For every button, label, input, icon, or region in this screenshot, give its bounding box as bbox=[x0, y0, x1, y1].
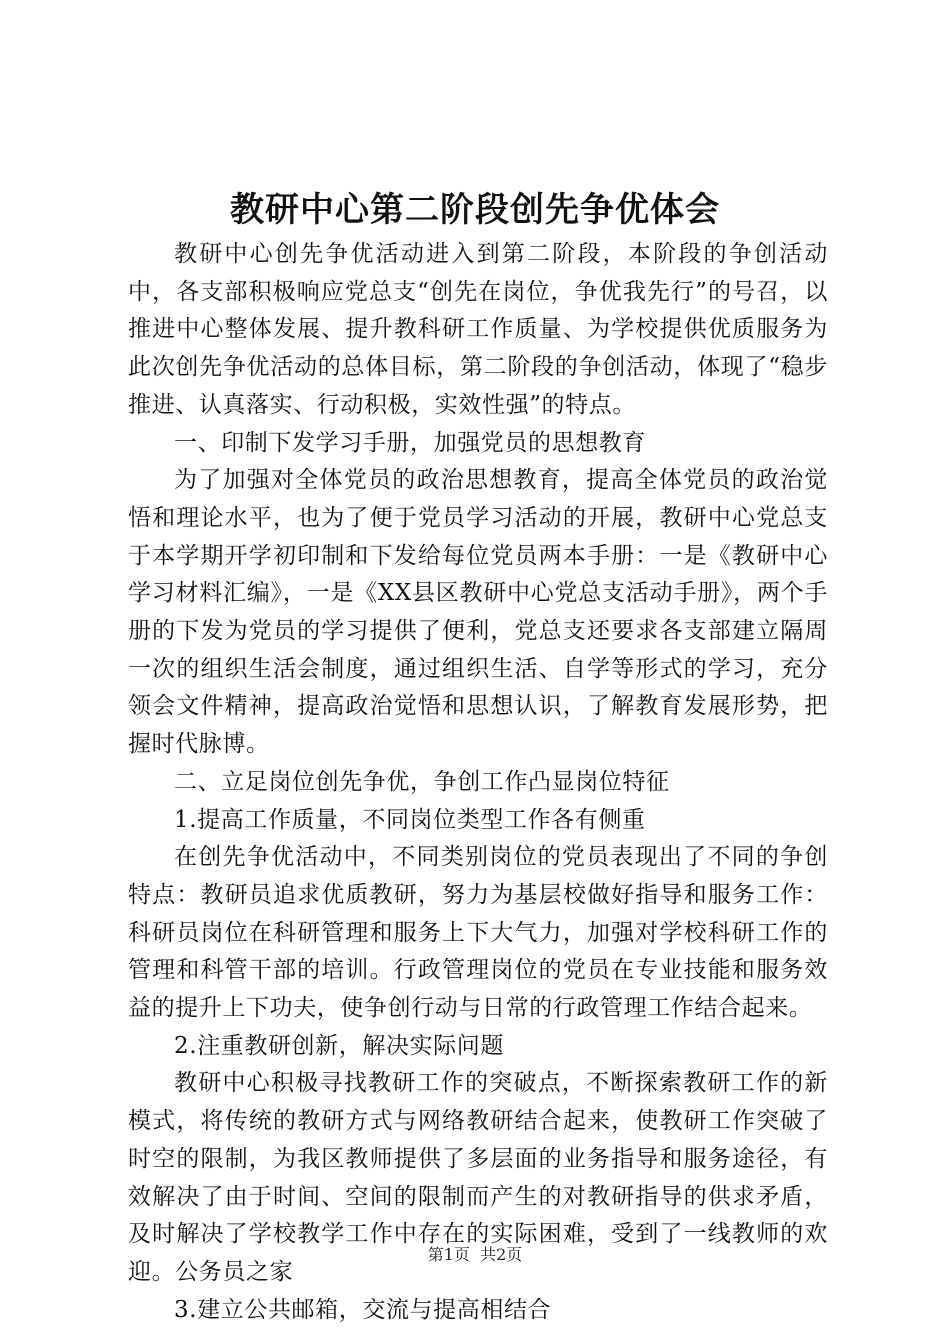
document-title: 教研中心第二阶段创先争优体会 bbox=[230, 190, 720, 230]
footer-spacer bbox=[470, 1245, 480, 1264]
subheading-2-2: 2.注重教研创新，解决实际问题 bbox=[174, 1032, 504, 1059]
page-number-total: 共2页 bbox=[480, 1245, 523, 1264]
section-heading-1: 一、印制下发学习手册，加强党员的思想教育 bbox=[174, 429, 646, 456]
paragraph-intro: 教研中心创先争优活动进入到第二阶段，本阶段的争创活动中，各支部积极响应党总支“创先在岗位，争优我先行”的号召，以推进中心整体发展、提升教科研工作质量、为学校提供优质服务为此次创先争优活动的总体目标，第二阶段的争创活动，体现了“稳步推进、认真落实、行动积极，实效性强”的特点。 bbox=[128, 241, 828, 418]
document-body bbox=[128, 236, 828, 1329]
paragraph-section-1: 为了加强对全体党员的政治思想教育，提高全体党员的政治觉悟和理论水平，也为了便于党员学习活动的开展，教研中心党总支于本学期开学初印制和下发给每位党员两本手册：一是《教研中心学习材料汇编》，一是《XX县区教研中心党总支活动手册》，两个手册的下发为党员的学习提供了便利，党总支还要求各支部建立隔周一次的组织生活会制度，通过组织生活、自学等形式的学习，充分领会文件精神，提高政治觉悟和思想认识，了解教育发展形势，把握时代脉博。 bbox=[128, 467, 828, 758]
page-footer bbox=[0, 1244, 950, 1266]
paragraph-2-2: 教研中心积极寻找教研工作的突破点，不断探索教研工作的新模式，将传统的教研方式与网络教研结合起来，使教研工作突破了时空的限制，为我区教师提供了多层面的业务指导和服务途径，有效解决了由于时间、空间的限制而产生的对教研指导的供求矛盾，及时解决了学校教学工作中存在的实际困难，受到了一线教师的欢迎。公务员之家 bbox=[128, 1070, 828, 1285]
subheading-2-1: 1.提高工作质量，不同岗位类型工作各有侧重 bbox=[174, 806, 646, 833]
subheading-2-3: 3.建立公共邮箱，交流与提高相结合 bbox=[174, 1296, 552, 1323]
page-number-current: 第1页 bbox=[427, 1245, 470, 1264]
section-heading-2: 二、立足岗位创先争优，争创工作凸显岗位特征 bbox=[174, 768, 670, 795]
paragraph-2-1: 在创先争优活动中，不同类别岗位的党员表现出了不同的争创特点：教研员追求优质教研，努力为基层校做好指导和服务工作：科研员岗位在科研管理和服务上下大气力，加强对学校科研工作的管理和科管干部的培训。行政管理岗位的党员在专业技能和服务效益的提升上下功夫，使争创行动与日常的行政管理工作结合起来。 bbox=[128, 844, 828, 1022]
